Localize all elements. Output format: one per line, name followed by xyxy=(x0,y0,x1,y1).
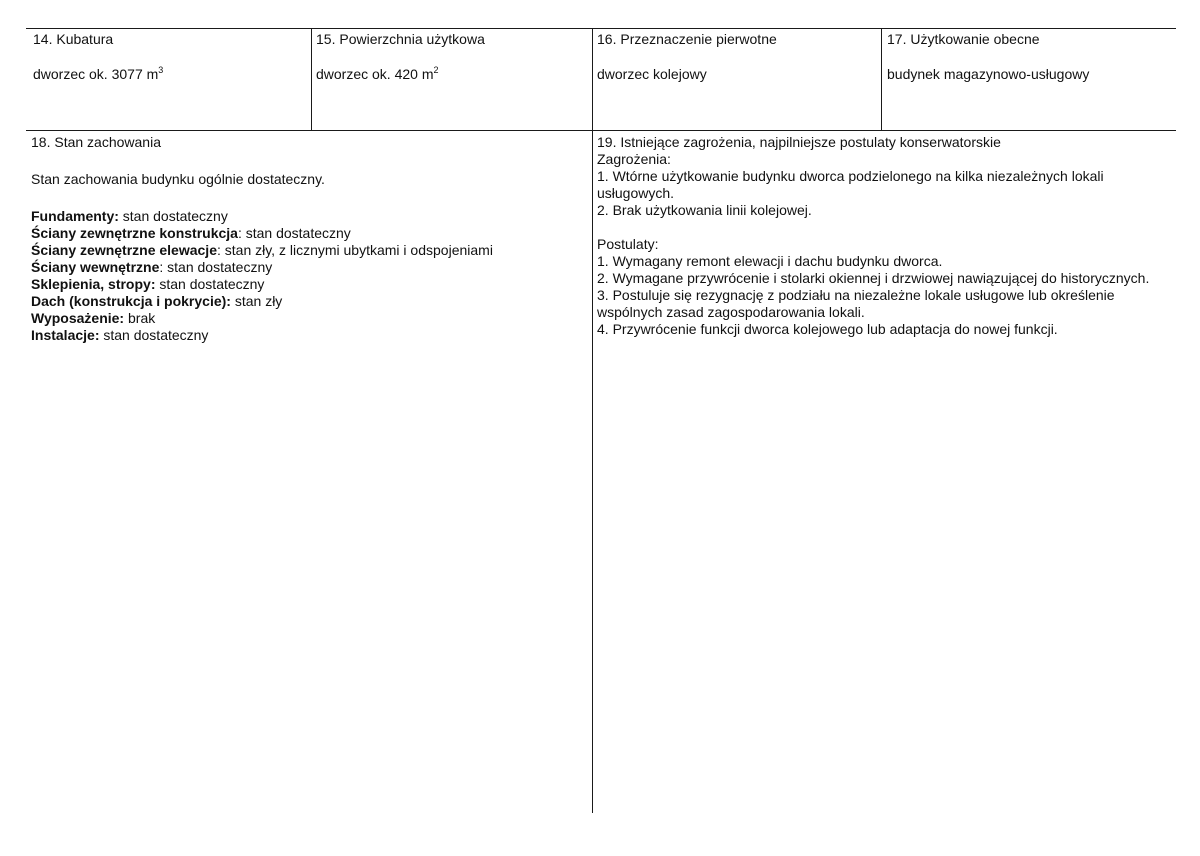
field-15-header: 15. Powierzchnia użytkowa xyxy=(316,31,485,47)
threat-item-1: 1. Wtórne użytkowanie budynku dworca podzielonego na kilka niezależnych lokali usługowych. xyxy=(597,168,1104,201)
condition-instalacje: Instalacje: stan dostateczny xyxy=(31,327,209,343)
field-16-header: 16. Przeznaczenie pierwotne xyxy=(597,31,777,47)
section-19 xyxy=(597,134,1172,338)
postulate-item-4: 4. Przywrócenie funkcji dworca kolejowego lub adaptacja do nowej funkcji. xyxy=(597,321,1058,337)
threats-title: Zagrożenia: xyxy=(597,151,671,167)
section-18 xyxy=(31,134,586,344)
section-19-header: 19. Istniejące zagrożenia, najpilniejsze postulaty konserwatorskie xyxy=(597,134,1001,150)
postulate-item-1: 1. Wymagany remont elewacji i dachu budynku dworca. xyxy=(597,253,943,269)
condition-sklepienia: Sklepienia, stropy: stan dostateczny xyxy=(31,276,265,292)
condition-sciany-konstrukcja: Ściany zewnętrzne konstrukcja: stan dostateczny xyxy=(31,225,351,241)
row1-bottom-border xyxy=(26,130,1176,131)
field-17-value: budynek magazynowo-usługowy xyxy=(887,66,1090,82)
condition-summary: Stan zachowania budynku ogólnie dostateczny. xyxy=(31,171,325,187)
condition-sciany-wewnetrzne: Ściany wewnętrzne: stan dostateczny xyxy=(31,259,273,275)
field-16-value: dworzec kolejowy xyxy=(597,66,707,82)
postulate-item-2: 2. Wymagane przywrócenie i stolarki okiennej i drzwiowej nawiązującej do historycznych. xyxy=(597,270,1150,286)
postulates-title: Postulaty: xyxy=(597,236,659,252)
field-15-value: dworzec ok. 420 $m^2$ xyxy=(316,65,439,82)
condition-fundamenty: Fundamenty: stan dostateczny xyxy=(31,208,228,224)
field-17-header: 17. Użytkowanie obecne xyxy=(887,31,1040,47)
condition-dach: Dach (konstrukcja i pokrycie): stan zły xyxy=(31,293,283,309)
column-divider-2 xyxy=(592,28,593,813)
condition-wyposazenie: Wyposażenie: brak xyxy=(31,310,156,326)
column-divider-3 xyxy=(881,28,882,130)
postulate-item-3: 3. Postuluje się rezygnację z podziału na niezależne lokale usługowe lub określenie wspólnych zasad zagospodarowania lokali. xyxy=(597,287,1115,320)
section-18-header: 18. Stan zachowania xyxy=(31,134,161,150)
field-14-header: 14. Kubatura xyxy=(33,31,114,47)
threat-item-2: 2. Brak użytkowania linii kolejowej. xyxy=(597,202,812,218)
field-14-value: dworzec ok. 3077 $m^3$ xyxy=(33,65,164,82)
column-divider-1 xyxy=(311,28,312,130)
table-top-border xyxy=(26,28,1176,29)
condition-sciany-elewacje: Ściany zewnętrzne elewacje: stan zły, z licznymi ubytkami i odspojeniami xyxy=(31,242,493,258)
